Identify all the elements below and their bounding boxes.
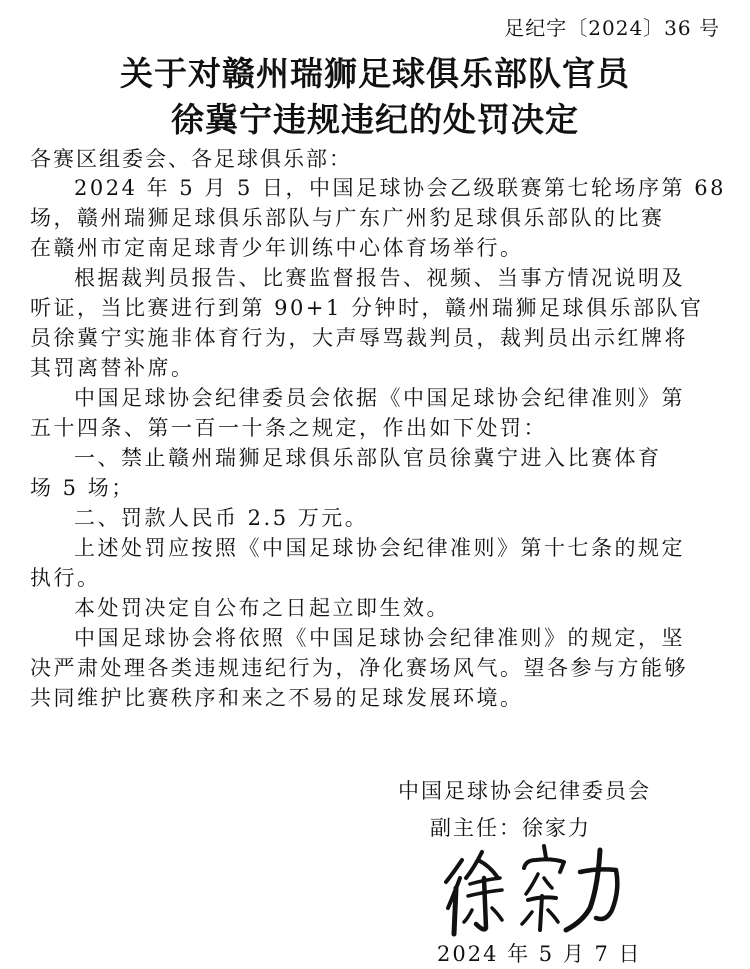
document-title-line-1: 关于对赣州瑞狮足球俱乐部队官员 — [120, 54, 630, 93]
body-line: 其罚离替补席。 — [30, 356, 195, 380]
document-title-line-2: 徐冀宁违规违纪的处罚决定 — [171, 100, 579, 139]
body-line: 决严肃处理各类违规违纪行为，净化赛场风气。望各参与方能够 — [30, 656, 688, 680]
body-line: 在赣州市定南足球青少年训练中心体育场举行。 — [30, 236, 524, 260]
body-line: 员徐冀宁实施非体育行为，大声辱骂裁判员，裁判员出示红牌将 — [30, 326, 688, 350]
body-line: 听证，当比赛进行到第 90+1 分钟时，赣州瑞狮足球俱乐部队官 — [30, 296, 704, 320]
body-line: 上述处罚应按照《中国足球协会纪律准则》第十七条的规定 — [74, 536, 685, 560]
salutation: 各赛区组委会、各足球俱乐部： — [30, 147, 352, 171]
body-line: 执行。 — [30, 566, 101, 590]
document-body — [30, 173, 734, 713]
signature-person: 副主任：徐家力 — [430, 816, 591, 840]
body-line: 根据裁判员报告、比赛监督报告、视频、当事方情况说明及 — [74, 266, 685, 290]
body-line: 本处罚决定自公布之日起立即生效。 — [74, 596, 450, 620]
document-date: 2024 年 5 月 7 日 — [437, 942, 642, 966]
body-line: 中国足球协会将依照《中国足球协会纪律准则》的规定，坚 — [74, 626, 685, 650]
body-line: 一、禁止赣州瑞狮足球俱乐部队官员徐冀宁进入比赛体育 — [74, 446, 662, 470]
body-line: 场 5 场； — [30, 476, 135, 500]
document-number: 足纪字〔2024〕36 号 — [504, 16, 720, 40]
body-line: 共同维护比赛秩序和来之不易的足球发展环境。 — [30, 686, 524, 710]
signature-organization: 中国足球协会纪律委员会 — [398, 779, 651, 803]
body-line: 2024 年 5 月 5 日，中国足球协会乙级联赛第七轮场序第 68 — [74, 176, 726, 200]
body-line: 五十四条、第一百一十条之规定，作出如下处罚： — [30, 416, 547, 440]
body-line: 二、罚款人民币 2.5 万元。 — [74, 506, 369, 530]
body-line: 场，赣州瑞狮足球俱乐部队与广东广州豹足球俱乐部队的比赛 — [30, 206, 665, 230]
handwritten-signature — [440, 838, 630, 938]
body-line: 中国足球协会纪律委员会依据《中国足球协会纪律准则》第 — [74, 386, 685, 410]
